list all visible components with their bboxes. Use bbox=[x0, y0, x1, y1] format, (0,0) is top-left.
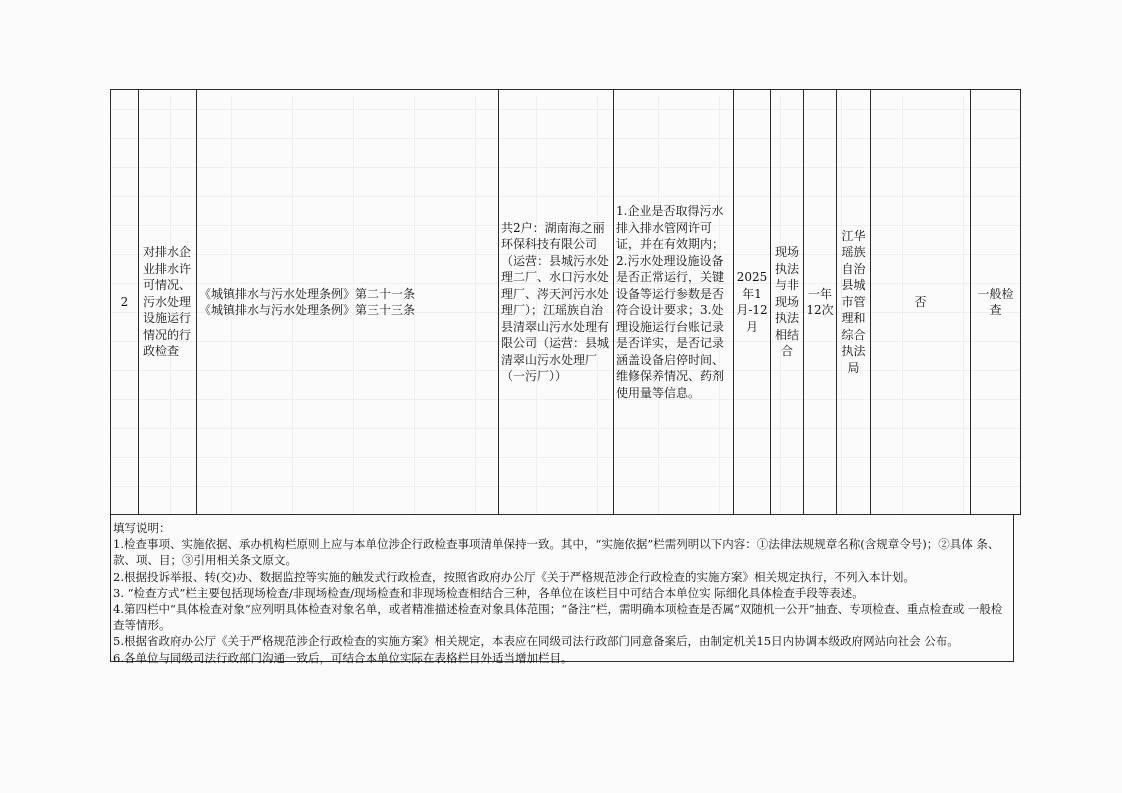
instruction-item: 6.各单位与同级司法行政部门沟通一致后，可结合本单位实际在表格栏目外适当增加栏目。 bbox=[113, 650, 573, 665]
instruction-item: 2.根据投诉举报、转(交)办、数据监控等实施的触发式行政检查，按照省政府办公厅《关于严格规范涉企行政检查的实施方案》相关规定执行，不列入本计划。 bbox=[113, 569, 915, 584]
instructions-heading: 填写说明： bbox=[113, 521, 171, 535]
cell-inspection-item: 对排水企业排水许可情况、污水处理设施运行情况的行政检查 bbox=[139, 90, 197, 515]
legal-basis-line-2: 《城镇排水与污水处理条例》第三十三条 bbox=[199, 303, 416, 317]
cell-sequence-number: 2 bbox=[111, 90, 139, 515]
cell-inspection-content: 1.企业是否取得污水排入排水管网许可证，并在有效期内；2.污水处理设施设备是否正常运行，关键设备等运行参数是否符合设计要求；3.处理设施运行台账记录是否详实，是否记录涵盖设备启停时间、维修保养情况、药剂使用量等信息。 bbox=[614, 90, 734, 515]
cell-responsible-department: 江华瑶族自治县城市管理和综合执法局 bbox=[837, 90, 871, 515]
filling-instructions bbox=[110, 515, 1014, 665]
instruction-item: 3. “检查方式”栏主要包括现场检查/非现场检查/现场检查和非现场检查相结合三种，各单位在该栏目中可结合本单位实 际细化具体检查手段等表述。 bbox=[113, 585, 864, 600]
cell-inspection-time: 2025年1月-12月 bbox=[734, 90, 771, 515]
inspection-plan-table bbox=[110, 89, 1021, 515]
cell-inspection-method: 现场执法与非现场执法相结合 bbox=[771, 90, 804, 515]
legal-basis-line-1: 《城镇排水与污水处理条例》第二十一条 bbox=[199, 286, 416, 301]
table-row bbox=[111, 90, 1021, 515]
cell-inspection-frequency: 一年12次 bbox=[804, 90, 837, 515]
cell-inspection-target: 共2户：湖南海之丽环保科技有限公司（运营：县城污水处理二厂、水口污水处理厂、涔天河污水处理厂）；江瑶族自治县清翠山污水处理有限公司（运营：县城清翠山污水处理厂（一污厂）） bbox=[499, 90, 614, 515]
instruction-item: 1.检查事项、实施依据、承办机构栏原则上应与本单位涉企行政检查事项清单保持一致。其中，“实施依据”栏需列明以下内容：①法律法规规章名称(含规章令号)；②具体 条、款、项、目；③引用相关条文原文。 bbox=[113, 537, 1000, 568]
cell-joint-inspection: 否 bbox=[871, 90, 971, 515]
instruction-item: 5.根据省政府办公厅《关于严格规范涉企行政检查的实施方案》相关规定，本表应在同级司法行政部门同意备案后，由制定机关15日内协调本级政府网站向社会 公布。 bbox=[113, 634, 959, 649]
cell-legal-basis bbox=[197, 90, 499, 515]
instruction-item: 4.第四栏中“具体检查对象”应列明具体检查对象名单，或者精准描述检查对象具体范围；“备注”栏，需明确本项检查是否属“双随机一公开”抽查、专项检查、重点检查或 一般检查等情形。 bbox=[113, 602, 1003, 633]
cell-remark: 一般检查 bbox=[971, 90, 1021, 515]
